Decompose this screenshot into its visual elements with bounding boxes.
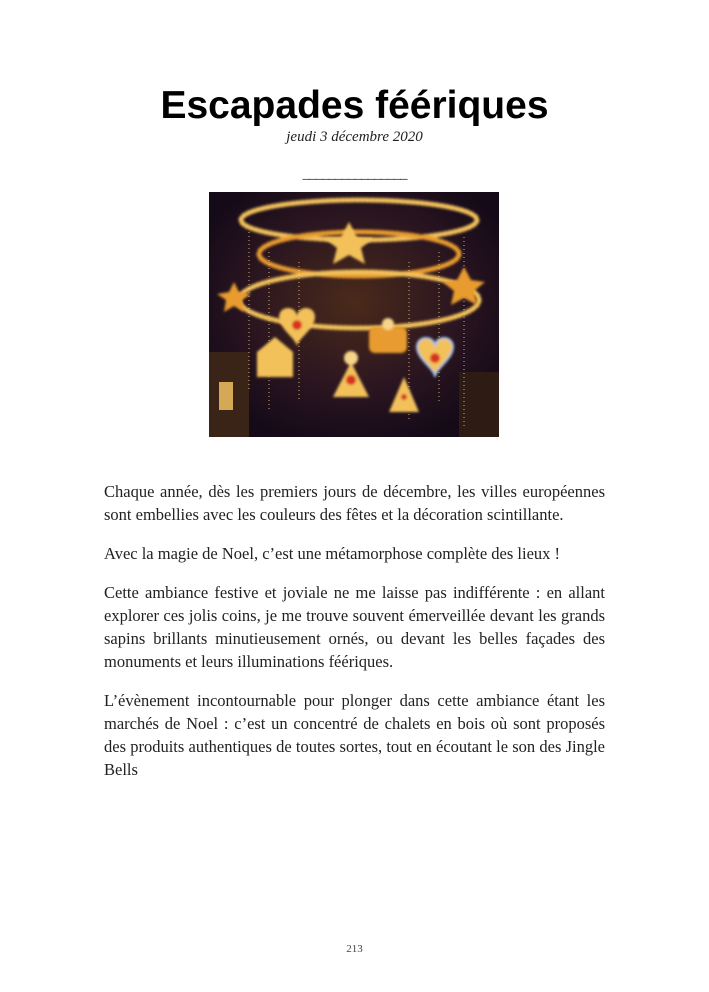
article-title: Escapades féériques	[160, 84, 549, 127]
lit-window	[219, 382, 233, 410]
article-body	[104, 480, 605, 797]
page-number: 213	[346, 943, 363, 955]
building-right	[459, 372, 499, 437]
title-divider: ________________	[302, 166, 407, 182]
paragraph-3: Cette ambiance festive et joviale ne me laisse pas indifférente : en allant explorer ces jolis coins, je me trouve souvent émerveillée devant les grands sapins brillants minutieusement ornés, ou devant les belles façades des monuments et leurs illuminations féériques.	[104, 583, 605, 671]
paragraph-1: Chaque année, dès les premiers jours de décembre, les villes européennes sont embellies avec les couleurs des fêtes et la décoration scintillante.	[104, 482, 605, 524]
christmas-lights-illustration	[209, 192, 499, 437]
paragraph-4: L’évènement incontournable pour plonger dans cette ambiance étant les marchés de Noel : c’est un concentré de chalets en bois où sont proposés des produits authentiques de toutes sortes, tout en écoutant le son des Jingle Bells	[104, 691, 605, 779]
paragraph-2: Avec la magie de Noel, c’est une métamorphose complète des lieux !	[104, 544, 561, 563]
christmas-lights-photo	[209, 192, 499, 437]
cake-ornament	[369, 327, 407, 353]
article-date: jeudi 3 décembre 2020	[286, 129, 423, 145]
